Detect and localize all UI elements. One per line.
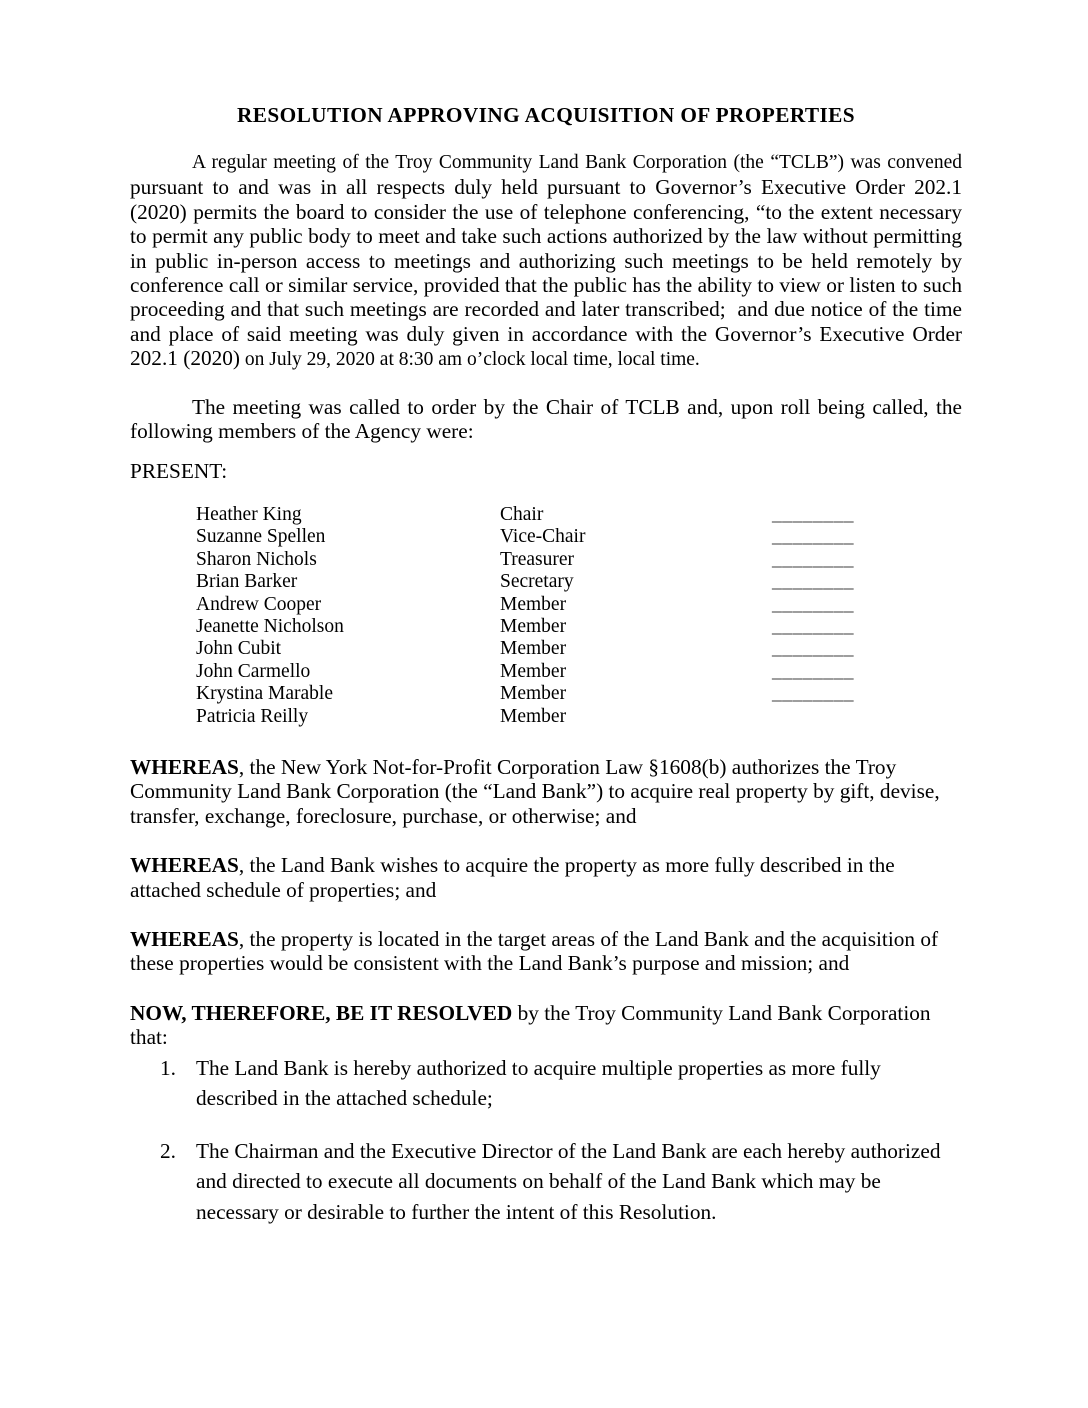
signature-blank: ________ bbox=[772, 593, 854, 615]
member-role: Member bbox=[500, 683, 567, 705]
whereas-lead: WHEREAS bbox=[130, 926, 239, 951]
opening-text-small-start: A regular meeting of the Troy Community Land Bank Corporation (the “TCLB”) was convened bbox=[192, 152, 962, 173]
member-role: Member bbox=[500, 638, 567, 660]
member-name: Krystina Marable bbox=[196, 683, 333, 705]
resolution-item-2 bbox=[130, 1136, 962, 1228]
member-row bbox=[196, 504, 962, 526]
item-number: 1. bbox=[160, 1055, 176, 1080]
member-role: Chair bbox=[500, 503, 544, 525]
signature-blank: ________ bbox=[772, 526, 854, 548]
signature-blank: ________ bbox=[772, 683, 854, 705]
member-row bbox=[196, 661, 962, 683]
member-row bbox=[196, 706, 962, 728]
opening-text-main: pursuant to and was in all respects duly held pursuant to Governor’s Executive Order 202.1 (2020) permits the board to consider the use of telephone conferencing, “to the extent necessary to permit any public body to meet and take such actions authorized by the law without permitting in public in-person access to meetings and authorizing such meetings to be held remotely by conference call or similar service, provided that the public has the ability to view or listen to such proceeding and that such meetings are recorded and later transcribed; and due notice of the time and place of said meeting was duly given in accordance with the Governor’s Executive Order 202.1 (2020) bbox=[130, 175, 962, 371]
item-number: 2. bbox=[160, 1138, 176, 1163]
signature-blank: ________ bbox=[772, 660, 854, 682]
signature-blank: ________ bbox=[772, 615, 854, 637]
opening-paragraph bbox=[130, 149, 962, 373]
opening-text-date: on July 29, 2020 at 8:30 am o’clock local time, local time. bbox=[240, 349, 700, 371]
item-text: The Chairman and the Executive Director of the Land Bank are each hereby authorized and directed to execute all documents on behalf of the Land Bank which may be necessary or desirable to further the intent of this Resolution. bbox=[196, 1138, 941, 1224]
member-role: Secretary bbox=[500, 571, 574, 593]
whereas-lead: WHEREAS bbox=[130, 853, 239, 878]
roll-call-paragraph: The meeting was called to order by the Chair of TCLB and, upon roll being called, the following members of the Agency were: bbox=[130, 394, 962, 444]
member-row bbox=[196, 683, 962, 705]
member-role: Member bbox=[500, 660, 567, 682]
item-text: The Land Bank is hereby authorized to acquire multiple properties as more fully described in the attached schedule; bbox=[196, 1055, 881, 1111]
member-row bbox=[196, 526, 962, 548]
signature-blank: ________ bbox=[772, 548, 854, 570]
member-role: Treasurer bbox=[500, 548, 575, 570]
whereas-text: , the property is located in the target areas of the Land Bank and the acquisition of these properties would be consistent with the Land Bank’s purpose and mission; and bbox=[130, 926, 939, 976]
member-row bbox=[196, 571, 962, 593]
member-name: Jeanette Nicholson bbox=[196, 615, 344, 637]
member-row bbox=[196, 549, 962, 571]
member-name: Sharon Nichols bbox=[196, 548, 317, 570]
member-role: Member bbox=[500, 705, 567, 727]
member-name: Heather King bbox=[196, 503, 302, 525]
member-name: Andrew Cooper bbox=[196, 593, 322, 615]
member-name: John Cubit bbox=[196, 638, 282, 660]
member-row bbox=[196, 594, 962, 616]
whereas-paragraph-1 bbox=[130, 755, 962, 828]
resolved-paragraph bbox=[130, 1001, 962, 1050]
signature-blank: ________ bbox=[772, 571, 854, 593]
resolved-lead: NOW, THEREFORE, BE IT RESOLVED bbox=[130, 1000, 513, 1025]
resolution-item-1 bbox=[130, 1053, 962, 1114]
signature-blank: ________ bbox=[772, 638, 854, 660]
member-row bbox=[196, 638, 962, 660]
whereas-paragraph-3 bbox=[130, 927, 962, 976]
signature-blank bbox=[772, 706, 962, 728]
whereas-paragraph-2 bbox=[130, 853, 962, 902]
signature-blank: ________ bbox=[772, 503, 854, 525]
member-name: John Carmello bbox=[196, 660, 311, 682]
whereas-lead: WHEREAS bbox=[130, 754, 239, 779]
attendance-list bbox=[196, 504, 962, 728]
member-row bbox=[196, 616, 962, 638]
member-role: Member bbox=[500, 615, 567, 637]
member-name: Suzanne Spellen bbox=[196, 526, 326, 548]
member-name: Patricia Reilly bbox=[196, 705, 309, 727]
present-label: PRESENT: bbox=[130, 459, 228, 484]
whereas-text: , the Land Bank wishes to acquire the property as more fully described in the attached schedule of properties; and bbox=[130, 853, 895, 902]
resolved-text: by the Troy Community Land Bank Corporation that: bbox=[130, 1000, 931, 1050]
document-title: RESOLUTION APPROVING ACQUISITION OF PROPERTIES bbox=[236, 103, 855, 127]
member-name: Brian Barker bbox=[196, 571, 298, 593]
member-role: Vice-Chair bbox=[500, 526, 586, 548]
whereas-text: , the New York Not-for-Profit Corporation Law §1608(b) authorizes the Troy Community Land Bank Corporation (the “Land Bank”) to acquire real property by gift, devise, transfer, exchange, foreclosure, purchase, or otherwise; and bbox=[130, 754, 940, 828]
resolution-items bbox=[130, 1053, 962, 1228]
member-role: Member bbox=[500, 593, 567, 615]
